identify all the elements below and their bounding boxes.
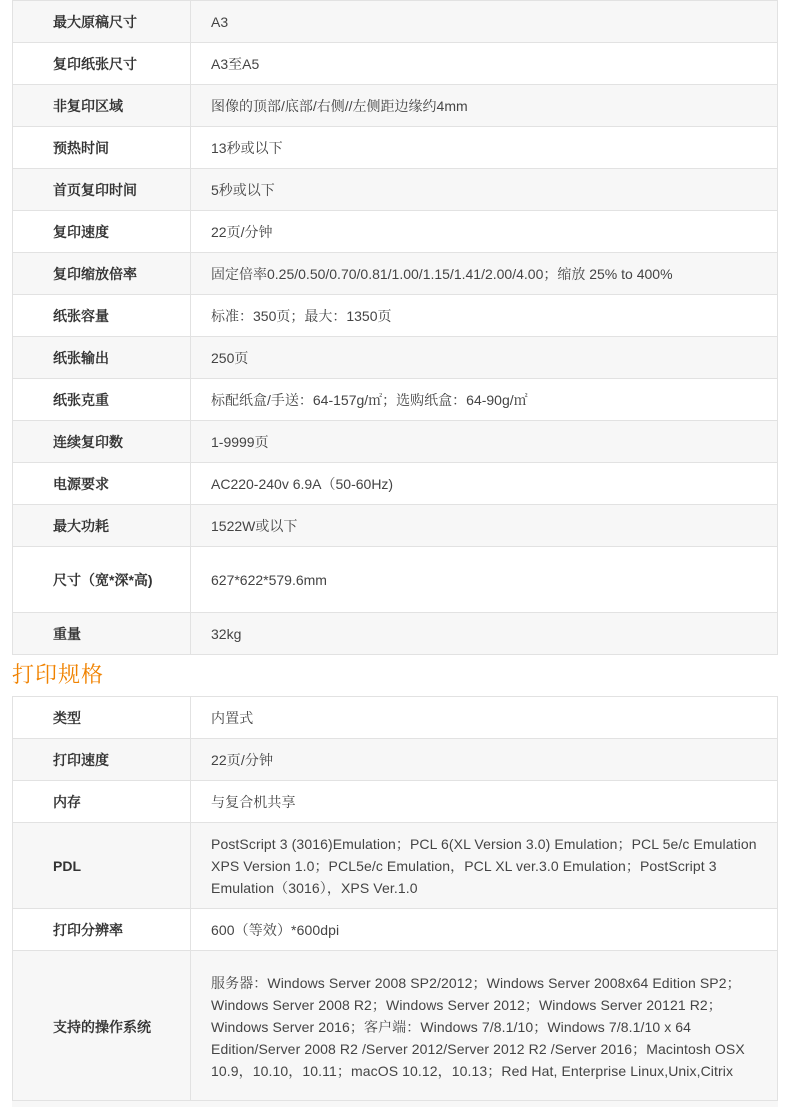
spec-label: 打印速度 xyxy=(13,739,191,781)
table-row xyxy=(13,295,778,337)
table-row xyxy=(13,697,778,739)
spec-label: PDL xyxy=(13,823,191,909)
spec-label: 最大功耗 xyxy=(13,505,191,547)
table-row xyxy=(13,505,778,547)
table-row xyxy=(13,463,778,505)
spec-value: A3至A5 xyxy=(191,43,778,85)
table-row xyxy=(13,211,778,253)
spec-value: 与复合机共享 xyxy=(191,781,778,823)
spec-label: 重量 xyxy=(13,613,191,655)
spec-label: 复印速度 xyxy=(13,211,191,253)
table-row xyxy=(13,951,778,1103)
table-row xyxy=(13,253,778,295)
table-row xyxy=(13,379,778,421)
spec-label: 纸张输出 xyxy=(13,337,191,379)
spec-label: 复印缩放倍率 xyxy=(13,253,191,295)
table-row xyxy=(13,613,778,655)
spec-value: 图像的顶部/底部/右侧//左侧距边缘约4mm xyxy=(191,85,778,127)
spec-value: 内置式 xyxy=(191,697,778,739)
spec-value: 固定倍率0.25/0.50/0.70/0.81/1.00/1.15/1.41/2.00/4.00；缩放 25% to 400% xyxy=(191,253,778,295)
table-row xyxy=(13,127,778,169)
table-row xyxy=(13,169,778,211)
spec-value: 600（等效）*600dpi xyxy=(191,909,778,951)
table-row xyxy=(13,781,778,823)
table-row xyxy=(13,739,778,781)
spec-value: 32kg xyxy=(191,613,778,655)
spec-value: PostScript 3 (3016)Emulation；PCL 6(XL Version 3.0) Emulation；PCL 5e/c Emulation XPS Version 1.0；PCL5e/c Emulation，PCL XL ver.3.0 Emulation；PostScript 3 Emulation（3016），XPS Ver.1.0 xyxy=(191,823,778,909)
copy-spec-table xyxy=(12,0,778,655)
spec-label: 首页复印时间 xyxy=(13,169,191,211)
spec-label: 纸张克重 xyxy=(13,379,191,421)
spec-label: 电源要求 xyxy=(13,463,191,505)
spec-label: 类型 xyxy=(13,697,191,739)
table-row xyxy=(13,1,778,43)
spec-value: A3 xyxy=(191,1,778,43)
spec-value: 1-9999页 xyxy=(191,421,778,463)
print-spec-table xyxy=(12,696,778,1103)
spec-label: 连续复印数 xyxy=(13,421,191,463)
spec-value: 250页 xyxy=(191,337,778,379)
table-row xyxy=(13,43,778,85)
table-row xyxy=(13,909,778,951)
spec-value: 1522W或以下 xyxy=(191,505,778,547)
spec-label: 打印分辨率 xyxy=(13,909,191,951)
table-row xyxy=(13,547,778,613)
spec-value: 22页/分钟 xyxy=(191,211,778,253)
spec-value: 627*622*579.6mm xyxy=(191,547,778,613)
spec-label: 纸张容量 xyxy=(13,295,191,337)
spec-value: AC220-240v 6.9A（50-60Hz) xyxy=(191,463,778,505)
spec-value: 22页/分钟 xyxy=(191,739,778,781)
spec-label: 复印纸张尺寸 xyxy=(13,43,191,85)
spec-value: 服务器：Windows Server 2008 SP2/2012；Windows Server 2008x64 Edition SP2；Windows Server 2008 R2；Windows Server 2012；Windows Server 20121 R2；Windows Server 2016；客户端：Windows 7/8.1/10；Windows 7/8.1/10 x 64 Edition/Server 2008 R2 /Server 2012/Server 2012 R2 /Server 2016；Macintosh OSX 10.9，10.10，10.11；macOS 10.12，10.13；Red Hat, Enterprise Linux,Unix,Citrix xyxy=(191,951,778,1103)
table-row xyxy=(13,823,778,909)
spec-value: 标配纸盒/手送：64-157g/㎡；选购纸盒：64-90g/㎡ xyxy=(191,379,778,421)
spec-label: 支持的操作系统 xyxy=(13,951,191,1103)
spec-label: 最大原稿尺寸 xyxy=(13,1,191,43)
spec-label: 预热时间 xyxy=(13,127,191,169)
spec-value: 5秒或以下 xyxy=(191,169,778,211)
spec-label: 尺寸（宽*深*高) xyxy=(13,547,191,613)
table-row xyxy=(13,337,778,379)
table-row xyxy=(13,85,778,127)
spec-value: 标准：350页；最大：1350页 xyxy=(191,295,778,337)
spec-value: 13秒或以下 xyxy=(191,127,778,169)
table-row xyxy=(13,421,778,463)
spec-label: 非复印区域 xyxy=(13,85,191,127)
section-title: 打印规格 xyxy=(12,662,105,687)
spec-label: 内存 xyxy=(13,781,191,823)
